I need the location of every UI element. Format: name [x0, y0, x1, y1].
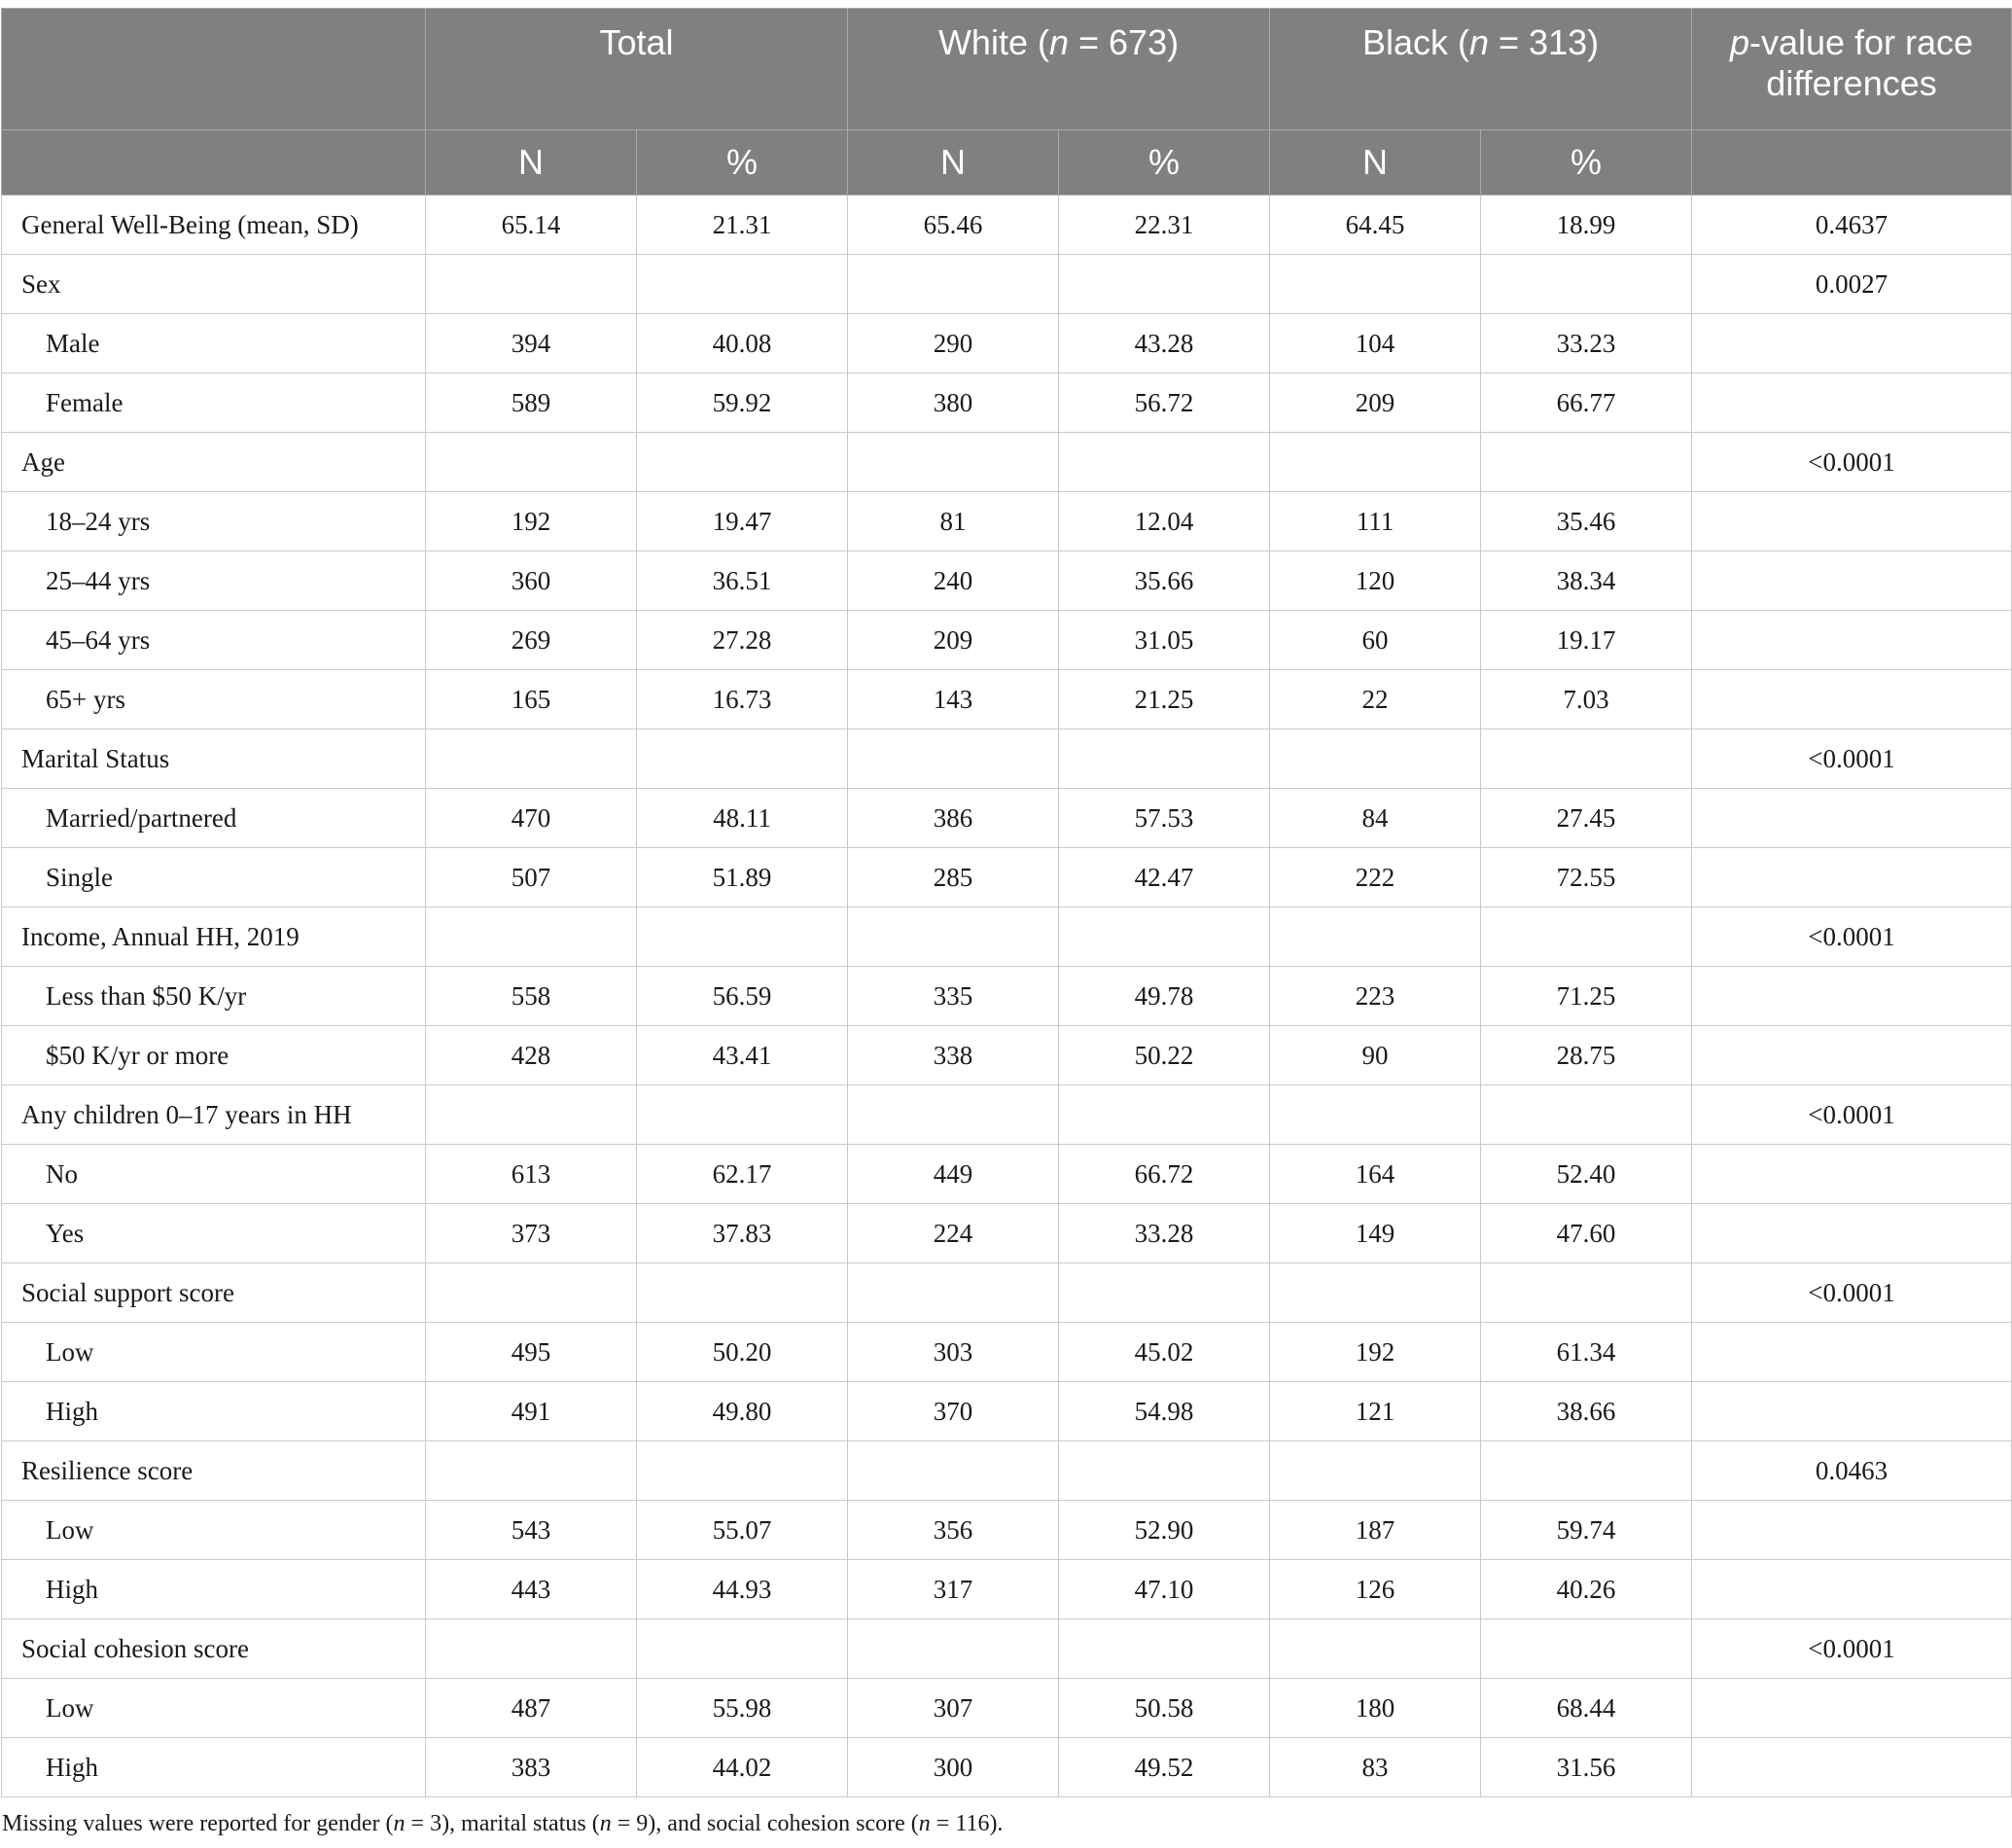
- total-n-cell: 428: [426, 1026, 637, 1085]
- black-pct-cell: [1481, 1085, 1692, 1145]
- row-label: 65+ yrs: [2, 670, 426, 729]
- black-n-cell: 84: [1270, 789, 1481, 848]
- white-pct-cell: 42.47: [1059, 848, 1270, 907]
- total-n-cell: 360: [426, 551, 637, 611]
- table-row: [2, 967, 2012, 1026]
- footnote-part-4: = 116).: [930, 1811, 1004, 1836]
- row-label: Marital Status: [2, 729, 426, 789]
- white-n-cell: 303: [848, 1323, 1059, 1382]
- white-n-cell: 290: [848, 314, 1059, 373]
- row-label: Social support score: [2, 1263, 426, 1323]
- p-value-cell: <0.0001: [1692, 1085, 2012, 1145]
- white-n-cell: 449: [848, 1145, 1059, 1204]
- p-value-cell: [1692, 1323, 2012, 1382]
- white-n-cell: [848, 907, 1059, 967]
- black-n-cell: [1270, 1441, 1481, 1501]
- total-n-cell: [426, 433, 637, 492]
- black-pct-cell: [1481, 433, 1692, 492]
- white-pct-cell: [1059, 1085, 1270, 1145]
- black-n-cell: 90: [1270, 1026, 1481, 1085]
- total-pct-cell: [637, 433, 848, 492]
- table-row: [2, 1263, 2012, 1323]
- p-value-cell: <0.0001: [1692, 433, 2012, 492]
- white-n-cell: 370: [848, 1382, 1059, 1441]
- table-row: [2, 373, 2012, 433]
- row-label: High: [2, 1560, 426, 1619]
- row-label: Male: [2, 314, 426, 373]
- white-n-cell: 81: [848, 492, 1059, 551]
- white-n-cell: 65.46: [848, 195, 1059, 255]
- p-value-cell: [1692, 492, 2012, 551]
- black-n-cell: 180: [1270, 1679, 1481, 1738]
- p-value-cell: [1692, 967, 2012, 1026]
- white-pct-cell: [1059, 1441, 1270, 1501]
- total-pct-cell: [637, 255, 848, 314]
- subheader-black-pct: %: [1481, 130, 1692, 195]
- row-label: High: [2, 1382, 426, 1441]
- black-n-cell: 111: [1270, 492, 1481, 551]
- white-pct-cell: 57.53: [1059, 789, 1270, 848]
- total-pct-cell: 56.59: [637, 967, 848, 1026]
- black-pct-cell: 40.26: [1481, 1560, 1692, 1619]
- total-n-cell: [426, 1441, 637, 1501]
- header-total: [426, 9, 848, 130]
- white-n-cell: 300: [848, 1738, 1059, 1797]
- row-label: Single: [2, 848, 426, 907]
- black-n-cell: 120: [1270, 551, 1481, 611]
- row-label: Any children 0–17 years in HH: [2, 1085, 426, 1145]
- demographics-table: [1, 8, 2012, 1797]
- white-n-cell: 335: [848, 967, 1059, 1026]
- black-pct-cell: 18.99: [1481, 195, 1692, 255]
- total-n-cell: 165: [426, 670, 637, 729]
- table-row: [2, 1382, 2012, 1441]
- table-body: [2, 195, 2012, 1797]
- table-row: [2, 611, 2012, 670]
- subheader-total-pct: %: [637, 130, 848, 195]
- subheader-blank-cell: [2, 130, 426, 195]
- table-row: [2, 1679, 2012, 1738]
- black-n-cell: [1270, 1085, 1481, 1145]
- white-pct-cell: 52.90: [1059, 1501, 1270, 1560]
- p-value-cell: [1692, 1382, 2012, 1441]
- header-black-prefix: Black (: [1361, 22, 1469, 62]
- black-n-cell: 22: [1270, 670, 1481, 729]
- subheader-total-n: N: [426, 130, 637, 195]
- total-n-cell: 613: [426, 1145, 637, 1204]
- total-n-cell: 373: [426, 1204, 637, 1263]
- black-n-cell: 192: [1270, 1323, 1481, 1382]
- row-label: Age: [2, 433, 426, 492]
- row-label: Resilience score: [2, 1441, 426, 1501]
- row-label: General Well-Being (mean, SD): [2, 195, 426, 255]
- total-n-cell: 470: [426, 789, 637, 848]
- black-pct-cell: 59.74: [1481, 1501, 1692, 1560]
- black-n-cell: 83: [1270, 1738, 1481, 1797]
- header-white-suffix: = 673): [1069, 22, 1180, 62]
- total-n-cell: [426, 729, 637, 789]
- total-pct-cell: 19.47: [637, 492, 848, 551]
- total-pct-cell: 40.08: [637, 314, 848, 373]
- black-n-cell: [1270, 907, 1481, 967]
- total-pct-cell: [637, 1085, 848, 1145]
- black-n-cell: 223: [1270, 967, 1481, 1026]
- black-pct-cell: [1481, 1263, 1692, 1323]
- p-value-cell: [1692, 1560, 2012, 1619]
- p-value-cell: <0.0001: [1692, 907, 2012, 967]
- table-row: [2, 1026, 2012, 1085]
- total-pct-cell: [637, 1441, 848, 1501]
- p-value-cell: <0.0001: [1692, 729, 2012, 789]
- row-label: Married/partnered: [2, 789, 426, 848]
- header-white-prefix: White (: [937, 22, 1049, 62]
- total-n-cell: 543: [426, 1501, 637, 1560]
- white-pct-cell: 49.78: [1059, 967, 1270, 1026]
- total-n-cell: 443: [426, 1560, 637, 1619]
- black-n-cell: [1270, 1263, 1481, 1323]
- white-pct-cell: [1059, 1619, 1270, 1679]
- black-pct-cell: [1481, 255, 1692, 314]
- header-black: [1270, 9, 1692, 130]
- table-row: [2, 255, 2012, 314]
- table-row: [2, 729, 2012, 789]
- header-p-rest: -value for race differences: [1748, 22, 1974, 103]
- p-value-cell: [1692, 1501, 2012, 1560]
- p-value-cell: [1692, 1679, 2012, 1738]
- table-row: [2, 1204, 2012, 1263]
- table-row: [2, 551, 2012, 611]
- total-pct-cell: 44.02: [637, 1738, 848, 1797]
- table-row: [2, 1323, 2012, 1382]
- p-value-cell: 0.0463: [1692, 1441, 2012, 1501]
- black-pct-cell: 52.40: [1481, 1145, 1692, 1204]
- black-pct-cell: [1481, 1441, 1692, 1501]
- black-pct-cell: 35.46: [1481, 492, 1692, 551]
- black-pct-cell: 19.17: [1481, 611, 1692, 670]
- white-pct-cell: 33.28: [1059, 1204, 1270, 1263]
- white-n-cell: 356: [848, 1501, 1059, 1560]
- white-pct-cell: 50.58: [1059, 1679, 1270, 1738]
- black-pct-cell: 47.60: [1481, 1204, 1692, 1263]
- p-value-cell: [1692, 670, 2012, 729]
- white-n-cell: [848, 1263, 1059, 1323]
- row-label: High: [2, 1738, 426, 1797]
- footnote-part-3: = 9), and social cohesion score (: [611, 1811, 919, 1836]
- white-n-cell: [848, 1085, 1059, 1145]
- white-pct-cell: 54.98: [1059, 1382, 1270, 1441]
- footnote-n-3: n: [918, 1811, 931, 1836]
- footnote-n-1: n: [393, 1811, 406, 1836]
- white-pct-cell: [1059, 729, 1270, 789]
- black-pct-cell: 61.34: [1481, 1323, 1692, 1382]
- total-n-cell: 491: [426, 1382, 637, 1441]
- white-n-cell: [848, 729, 1059, 789]
- white-pct-cell: 50.22: [1059, 1026, 1270, 1085]
- white-pct-cell: 45.02: [1059, 1323, 1270, 1382]
- black-n-cell: [1270, 729, 1481, 789]
- black-n-cell: [1270, 433, 1481, 492]
- p-value-cell: [1692, 1738, 2012, 1797]
- footnote-n-2: n: [599, 1811, 612, 1836]
- table-row: [2, 314, 2012, 373]
- black-pct-cell: [1481, 729, 1692, 789]
- total-pct-cell: 43.41: [637, 1026, 848, 1085]
- black-n-cell: 149: [1270, 1204, 1481, 1263]
- white-n-cell: 380: [848, 373, 1059, 433]
- total-n-cell: [426, 907, 637, 967]
- black-n-cell: [1270, 1619, 1481, 1679]
- p-value-cell: [1692, 373, 2012, 433]
- white-n-cell: 285: [848, 848, 1059, 907]
- header-white-n: n: [1048, 22, 1069, 62]
- total-n-cell: 589: [426, 373, 637, 433]
- table-container: [0, 8, 2012, 1837]
- table-row: [2, 1501, 2012, 1560]
- header-black-n: n: [1468, 22, 1490, 62]
- p-value-cell: <0.0001: [1692, 1263, 2012, 1323]
- p-value-cell: [1692, 1204, 2012, 1263]
- table-row: [2, 492, 2012, 551]
- white-n-cell: 209: [848, 611, 1059, 670]
- white-n-cell: 224: [848, 1204, 1059, 1263]
- white-n-cell: 317: [848, 1560, 1059, 1619]
- white-pct-cell: [1059, 433, 1270, 492]
- header-corner-cell: [2, 9, 426, 130]
- black-pct-cell: 72.55: [1481, 848, 1692, 907]
- white-pct-cell: [1059, 907, 1270, 967]
- row-label: $50 K/yr or more: [2, 1026, 426, 1085]
- header-black-suffix: = 313): [1489, 22, 1600, 62]
- black-n-cell: 60: [1270, 611, 1481, 670]
- subheader-white-pct: %: [1059, 130, 1270, 195]
- row-label: No: [2, 1145, 426, 1204]
- p-value-cell: [1692, 789, 2012, 848]
- white-pct-cell: 31.05: [1059, 611, 1270, 670]
- table-row: [2, 1560, 2012, 1619]
- black-pct-cell: 27.45: [1481, 789, 1692, 848]
- row-label: 18–24 yrs: [2, 492, 426, 551]
- black-pct-cell: 68.44: [1481, 1679, 1692, 1738]
- total-pct-cell: [637, 729, 848, 789]
- row-label: 25–44 yrs: [2, 551, 426, 611]
- p-value-cell: [1692, 848, 2012, 907]
- p-value-cell: 0.0027: [1692, 255, 2012, 314]
- table-row: [2, 1619, 2012, 1679]
- table-row: [2, 789, 2012, 848]
- white-n-cell: 338: [848, 1026, 1059, 1085]
- header-p-value: [1692, 9, 2012, 130]
- table-footnote: [2, 1811, 2012, 1837]
- total-n-cell: [426, 1619, 637, 1679]
- footnote-part-1: Missing values were reported for gender (: [2, 1811, 394, 1836]
- white-n-cell: 143: [848, 670, 1059, 729]
- white-n-cell: [848, 1441, 1059, 1501]
- total-n-cell: [426, 255, 637, 314]
- row-label: Social cohesion score: [2, 1619, 426, 1679]
- black-n-cell: 126: [1270, 1560, 1481, 1619]
- row-label: Low: [2, 1501, 426, 1560]
- black-pct-cell: 71.25: [1481, 967, 1692, 1026]
- black-n-cell: 121: [1270, 1382, 1481, 1441]
- total-pct-cell: 55.98: [637, 1679, 848, 1738]
- table-row: [2, 1145, 2012, 1204]
- total-pct-cell: 27.28: [637, 611, 848, 670]
- row-label: Less than $50 K/yr: [2, 967, 426, 1026]
- total-pct-cell: 48.11: [637, 789, 848, 848]
- subheader-white-n: N: [848, 130, 1059, 195]
- subheader-p-blank: [1692, 130, 2012, 195]
- row-label: Female: [2, 373, 426, 433]
- black-n-cell: 222: [1270, 848, 1481, 907]
- row-label: Income, Annual HH, 2019: [2, 907, 426, 967]
- header-p-italic: p: [1729, 22, 1749, 62]
- black-pct-cell: 66.77: [1481, 373, 1692, 433]
- total-n-cell: [426, 1085, 637, 1145]
- total-pct-cell: 44.93: [637, 1560, 848, 1619]
- white-pct-cell: 12.04: [1059, 492, 1270, 551]
- footnote-part-2: = 3), marital status (: [405, 1811, 600, 1836]
- white-pct-cell: 49.52: [1059, 1738, 1270, 1797]
- black-pct-cell: 31.56: [1481, 1738, 1692, 1797]
- black-n-cell: [1270, 255, 1481, 314]
- p-value-cell: [1692, 1026, 2012, 1085]
- p-value-cell: [1692, 314, 2012, 373]
- white-pct-cell: 56.72: [1059, 373, 1270, 433]
- white-pct-cell: [1059, 255, 1270, 314]
- white-pct-cell: 35.66: [1059, 551, 1270, 611]
- white-n-cell: [848, 1619, 1059, 1679]
- black-pct-cell: 28.75: [1481, 1026, 1692, 1085]
- p-value-cell: <0.0001: [1692, 1619, 2012, 1679]
- total-n-cell: 495: [426, 1323, 637, 1382]
- p-value-cell: 0.4637: [1692, 195, 2012, 255]
- table-row: [2, 1441, 2012, 1501]
- black-n-cell: 164: [1270, 1145, 1481, 1204]
- total-pct-cell: 36.51: [637, 551, 848, 611]
- black-n-cell: 104: [1270, 314, 1481, 373]
- white-pct-cell: 47.10: [1059, 1560, 1270, 1619]
- black-pct-cell: 33.23: [1481, 314, 1692, 373]
- white-pct-cell: 22.31: [1059, 195, 1270, 255]
- subheader-black-n: N: [1270, 130, 1481, 195]
- row-label: Low: [2, 1323, 426, 1382]
- total-n-cell: 383: [426, 1738, 637, 1797]
- black-pct-cell: 38.66: [1481, 1382, 1692, 1441]
- black-n-cell: 187: [1270, 1501, 1481, 1560]
- total-pct-cell: [637, 1263, 848, 1323]
- total-pct-cell: 55.07: [637, 1501, 848, 1560]
- total-n-cell: 269: [426, 611, 637, 670]
- table-row: [2, 848, 2012, 907]
- black-n-cell: 209: [1270, 373, 1481, 433]
- white-pct-cell: 66.72: [1059, 1145, 1270, 1204]
- total-n-cell: 507: [426, 848, 637, 907]
- table-header: [2, 9, 2012, 195]
- header-white: [848, 9, 1270, 130]
- total-n-cell: 394: [426, 314, 637, 373]
- white-pct-cell: 43.28: [1059, 314, 1270, 373]
- row-label: Low: [2, 1679, 426, 1738]
- white-n-cell: [848, 255, 1059, 314]
- table-row: [2, 433, 2012, 492]
- row-label: Yes: [2, 1204, 426, 1263]
- table-row: [2, 1085, 2012, 1145]
- total-n-cell: 192: [426, 492, 637, 551]
- total-pct-cell: 21.31: [637, 195, 848, 255]
- p-value-cell: [1692, 611, 2012, 670]
- total-pct-cell: [637, 907, 848, 967]
- total-pct-cell: 16.73: [637, 670, 848, 729]
- total-pct-cell: 49.80: [637, 1382, 848, 1441]
- total-pct-cell: [637, 1619, 848, 1679]
- white-pct-cell: [1059, 1263, 1270, 1323]
- table-row: [2, 907, 2012, 967]
- black-pct-cell: 38.34: [1481, 551, 1692, 611]
- white-n-cell: 386: [848, 789, 1059, 848]
- total-n-cell: [426, 1263, 637, 1323]
- black-pct-cell: [1481, 907, 1692, 967]
- total-pct-cell: 37.83: [637, 1204, 848, 1263]
- total-pct-cell: 51.89: [637, 848, 848, 907]
- header-total-label: Total: [599, 22, 674, 62]
- white-n-cell: 307: [848, 1679, 1059, 1738]
- total-n-cell: 487: [426, 1679, 637, 1738]
- white-n-cell: 240: [848, 551, 1059, 611]
- p-value-cell: [1692, 551, 2012, 611]
- total-n-cell: 558: [426, 967, 637, 1026]
- black-n-cell: 64.45: [1270, 195, 1481, 255]
- total-pct-cell: 50.20: [637, 1323, 848, 1382]
- row-label: 45–64 yrs: [2, 611, 426, 670]
- total-n-cell: 65.14: [426, 195, 637, 255]
- total-pct-cell: 62.17: [637, 1145, 848, 1204]
- table-row: [2, 670, 2012, 729]
- table-row: [2, 1738, 2012, 1797]
- p-value-cell: [1692, 1145, 2012, 1204]
- row-label: Sex: [2, 255, 426, 314]
- total-pct-cell: 59.92: [637, 373, 848, 433]
- black-pct-cell: 7.03: [1481, 670, 1692, 729]
- white-pct-cell: 21.25: [1059, 670, 1270, 729]
- table-row: [2, 195, 2012, 255]
- black-pct-cell: [1481, 1619, 1692, 1679]
- white-n-cell: [848, 433, 1059, 492]
